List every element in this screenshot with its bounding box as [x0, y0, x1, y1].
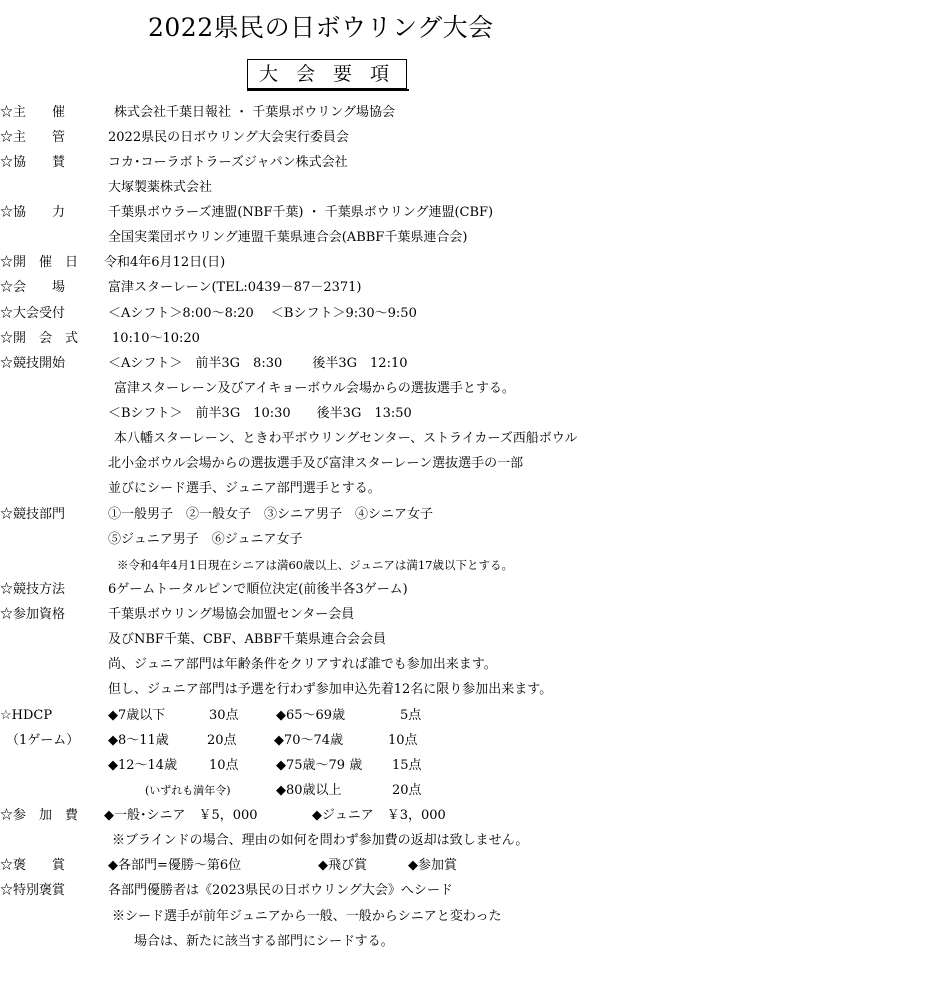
- hdcp-note: (いずれも満年令): [145, 784, 231, 797]
- hdcp-age: ◆70～74歳: [274, 733, 344, 748]
- special-value: 各部門優勝者は《2023県民の日ボウリング大会》へシード: [108, 883, 453, 898]
- subtitle-box: 大 会 要 項: [247, 59, 407, 89]
- page-title: 2022県民の日ボウリング大会: [148, 13, 494, 42]
- fee-label: ☆参 加 費: [0, 808, 79, 823]
- row-value: ①一般男子 ②一般女子 ③シニア男子 ④シニア女子: [108, 507, 434, 522]
- row-label: ☆主 催: [0, 105, 66, 120]
- subtitle-underline: [247, 89, 409, 91]
- row-value: 富津スターレーン及びアイキョーボウル会場からの選抜選手とする。: [114, 381, 515, 396]
- row-label: ☆大会受付: [0, 306, 66, 321]
- row-value: ⑤ジュニア男子 ⑥ジュニア女子: [108, 532, 303, 547]
- row-value: 千葉県ボウラーズ連盟(NBF千葉) ・ 千葉県ボウリング連盟(CBF): [108, 205, 494, 220]
- row-value: ＜Bシフト＞ 前半3G 10:30 後半3G 13:50: [108, 406, 412, 421]
- hdcp-age: ◆8～11歳: [108, 733, 169, 748]
- row-value: 令和4年6月12日(日): [104, 255, 226, 270]
- hdcp-age: ◆65～69歳: [276, 708, 346, 723]
- row-value: 千葉県ボウリング場協会加盟センター会員: [108, 607, 355, 622]
- row-value: 10:10～10:20: [112, 331, 200, 346]
- row-value: 北小金ボウル会場からの選抜選手及び富津スターレーン選抜選手の一部: [108, 456, 524, 471]
- hdcp-points: 20点: [392, 783, 422, 798]
- hdcp-points: 15点: [392, 758, 422, 773]
- hdcp-label-sub: （1ゲーム）: [6, 733, 80, 748]
- row-label: ☆参加資格: [0, 607, 66, 622]
- row-value: 全国実業団ボウリング連盟千葉県連合会(ABBF千葉県連合会): [108, 230, 468, 245]
- award-item: ◆参加賞: [408, 858, 457, 873]
- row-value: ※令和4年4月1日現在シニアは満60歳以上、ジュニアは満17歳以下とする。: [117, 558, 513, 572]
- row-value: コカ･コーラボトラーズジャパン株式会社: [108, 155, 348, 170]
- row-label: ☆協 力: [0, 205, 66, 220]
- hdcp-points: 10点: [388, 733, 418, 748]
- row-label: ☆競技開始: [0, 356, 66, 371]
- row-label: ☆競技方法: [0, 582, 66, 597]
- row-label: ☆会 場: [0, 280, 66, 295]
- hdcp-points: 30点: [209, 708, 239, 723]
- row-label: ☆競技部門: [0, 507, 66, 522]
- row-label: ☆開 催 日: [0, 255, 79, 270]
- row-label: ☆協 賛: [0, 155, 66, 170]
- hdcp-label: ☆HDCP: [0, 708, 53, 723]
- row-value: 6ゲームトータルピンで順位決定(前後半各3ゲーム): [108, 582, 408, 597]
- row-value: 並びにシード選手、ジュニア部門選手とする。: [108, 481, 381, 496]
- hdcp-points: 20点: [207, 733, 237, 748]
- fee-general: ◆一般･シニア ￥5，000: [104, 808, 258, 823]
- row-value: 大塚製薬株式会社: [108, 180, 213, 195]
- hdcp-points: 10点: [209, 758, 239, 773]
- fee-junior: ◆ジュニア ￥3，000: [312, 808, 446, 823]
- hdcp-age: ◆75歳～79 歳: [276, 758, 363, 773]
- row-value: 本八幡スターレーン、ときわ平ボウリングセンター、ストライカーズ西船ボウル: [114, 431, 578, 446]
- row-label: ☆主 管: [0, 130, 66, 145]
- special-note: 場合は、新たに該当する部門にシードする。: [134, 934, 394, 949]
- row-value: 株式会社千葉日報社 ・ 千葉県ボウリング場協会: [114, 105, 396, 120]
- hdcp-age: ◆80歳以上: [276, 783, 342, 798]
- award-label: ☆褒 賞: [0, 858, 66, 873]
- row-value: ＜Aシフト＞8:00～8:20 ＜Bシフト＞9:30～9:50: [108, 306, 417, 321]
- row-value: 尚、ジュニア部門は年齢条件をクリアすれば誰でも参加出来ます。: [108, 657, 497, 672]
- special-note: ※シード選手が前年ジュニアから一般、一般からシニアと変わった: [112, 909, 502, 924]
- hdcp-age: ◆7歳以下: [108, 708, 166, 723]
- hdcp-points: 5点: [400, 708, 422, 723]
- row-value: 但し、ジュニア部門は予選を行わず参加申込先着12名に限り参加出来ます。: [108, 682, 553, 697]
- award-item: ◆各部門=優勝～第6位: [108, 858, 242, 873]
- award-item: ◆飛び賞: [318, 858, 367, 873]
- row-label: ☆開 会 式: [0, 331, 79, 346]
- row-value: ＜Aシフト＞ 前半3G 8:30 後半3G 12:10: [108, 356, 408, 371]
- row-value: 富津スターレーン(TEL:0439－87－2371): [108, 280, 362, 295]
- row-value: 2022県民の日ボウリング大会実行委員会: [108, 130, 349, 145]
- fee-note: ※ブラインドの場合、理由の如何を問わず参加費の返却は致しません。: [112, 833, 529, 848]
- row-value: 及びNBF千葉、CBF、ABBF千葉県連合会会員: [108, 632, 386, 647]
- special-label: ☆特別褒賞: [0, 883, 66, 898]
- hdcp-age: ◆12～14歳: [108, 758, 178, 773]
